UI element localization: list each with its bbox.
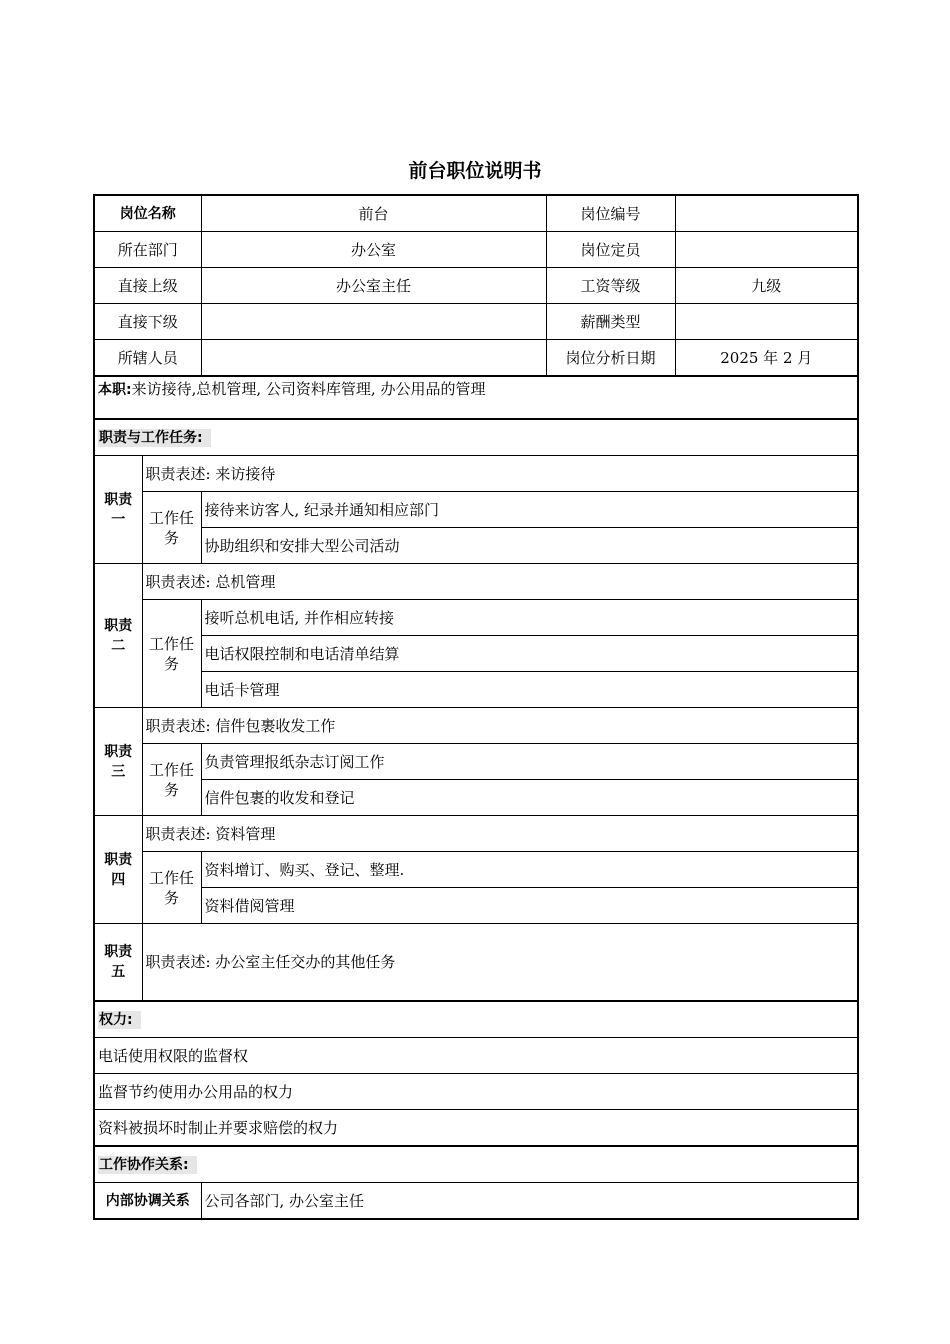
duty-2-desc-row <box>94 564 858 600</box>
relations-header-row <box>94 1146 858 1183</box>
duty-2-task-row <box>94 600 858 636</box>
power-item-2: 监督节约使用办公用品的权力 <box>94 1074 858 1110</box>
duty-4-task-row <box>94 852 858 888</box>
summary-row <box>94 376 858 419</box>
label-staff: 所辖人员 <box>94 340 201 377</box>
value-analysis-date: 2025 年 2 月 <box>675 340 858 377</box>
duties-header-row <box>94 419 858 456</box>
relations-label: 内部协调关系 <box>94 1183 201 1220</box>
duty-3-desc: 职责表述: 信件包裹收发工作 <box>142 708 858 744</box>
info-row-1 <box>94 195 858 232</box>
duty-1-label: 职责一 <box>94 456 142 564</box>
duty-1-desc: 职责表述: 来访接待 <box>142 456 858 492</box>
label-position-code: 岗位编号 <box>546 195 675 232</box>
duty-4-task-1: 资料增订、购买、登记、整理. <box>201 852 858 888</box>
label-analysis-date: 岗位分析日期 <box>546 340 675 377</box>
info-row-3 <box>94 268 858 304</box>
job-description-sheet <box>93 194 857 1220</box>
duty-3-label: 职责三 <box>94 708 142 816</box>
duty-1-task-row <box>94 528 858 564</box>
duty-5-label: 职责五 <box>94 924 142 1002</box>
relations-header-cell <box>94 1146 858 1183</box>
page-title: 前台职位说明书 <box>408 160 542 182</box>
powers-header-cell <box>94 1001 858 1038</box>
value-department: 办公室 <box>201 232 546 268</box>
label-pay-type: 薪酬类型 <box>546 304 675 340</box>
label-headcount: 岗位定员 <box>546 232 675 268</box>
duty-2-task-row <box>94 636 858 672</box>
duty-2-label: 职责二 <box>94 564 142 708</box>
relations-value: 公司各部门, 办公室主任 <box>201 1183 858 1220</box>
duties-header-cell <box>94 419 858 456</box>
duty-1-task-label: 工作任务 <box>142 492 201 564</box>
power-item-3: 资料被损坏时制止并要求赔偿的权力 <box>94 1110 858 1147</box>
duty-4-desc: 职责表述: 资料管理 <box>142 816 858 852</box>
duty-4-task-2: 资料借阅管理 <box>201 888 858 924</box>
summary-cell <box>94 376 858 419</box>
relations-row <box>94 1183 858 1220</box>
duty-1-task-1: 接待来访客人, 纪录并通知相应部门 <box>201 492 858 528</box>
duty-3-task-1: 负责管理报纸杂志订阅工作 <box>201 744 858 780</box>
info-row-5 <box>94 340 858 377</box>
info-row-2 <box>94 232 858 268</box>
value-position-name: 前台 <box>201 195 546 232</box>
duties-header: 职责与工作任务: <box>98 429 211 447</box>
label-department: 所在部门 <box>94 232 201 268</box>
label-salary-grade: 工资等级 <box>546 268 675 304</box>
duty-3-task-row <box>94 744 858 780</box>
value-subordinate <box>201 304 546 340</box>
duty-4-task-row <box>94 888 858 924</box>
duty-3-desc-row <box>94 708 858 744</box>
duty-5-row <box>94 924 858 1002</box>
duty-2-desc: 职责表述: 总机管理 <box>142 564 858 600</box>
value-salary-grade: 九级 <box>675 268 858 304</box>
duty-1-task-2: 协助组织和安排大型公司活动 <box>201 528 858 564</box>
duty-3-task-2: 信件包裹的收发和登记 <box>201 780 858 816</box>
power-row <box>94 1038 858 1074</box>
duty-1-task-row <box>94 492 858 528</box>
duty-3-task-label: 工作任务 <box>142 744 201 816</box>
powers-header-row <box>94 1001 858 1038</box>
info-row-4 <box>94 304 858 340</box>
duty-2-task-1: 接听总机电话, 并作相应转接 <box>201 600 858 636</box>
summary-label: 本职: <box>98 382 132 398</box>
value-staff <box>201 340 546 377</box>
value-supervisor: 办公室主任 <box>201 268 546 304</box>
power-item-1: 电话使用权限的监督权 <box>94 1038 858 1074</box>
label-subordinate: 直接下级 <box>94 304 201 340</box>
duty-2-task-2: 电话权限控制和电话清单结算 <box>201 636 858 672</box>
power-row <box>94 1074 858 1110</box>
value-pay-type <box>675 304 858 340</box>
duty-1-desc-row <box>94 456 858 492</box>
duty-5-desc: 职责表述: 办公室主任交办的其他任务 <box>142 924 858 1002</box>
value-position-code <box>675 195 858 232</box>
duty-4-task-label: 工作任务 <box>142 852 201 924</box>
job-description-table <box>93 194 859 1220</box>
label-position-name: 岗位名称 <box>94 195 201 232</box>
duty-2-task-label: 工作任务 <box>142 600 201 708</box>
duty-3-task-row <box>94 780 858 816</box>
power-row <box>94 1110 858 1147</box>
value-headcount <box>675 232 858 268</box>
relations-header: 工作协作关系: <box>98 1156 197 1174</box>
duty-4-desc-row <box>94 816 858 852</box>
duty-2-task-row <box>94 672 858 708</box>
summary-text: 来访接待,总机管理, 公司资料库管理, 办公用品的管理 <box>131 380 486 398</box>
duty-2-task-3: 电话卡管理 <box>201 672 858 708</box>
label-supervisor: 直接上级 <box>94 268 201 304</box>
powers-header: 权力: <box>98 1011 141 1029</box>
duty-4-label: 职责四 <box>94 816 142 924</box>
